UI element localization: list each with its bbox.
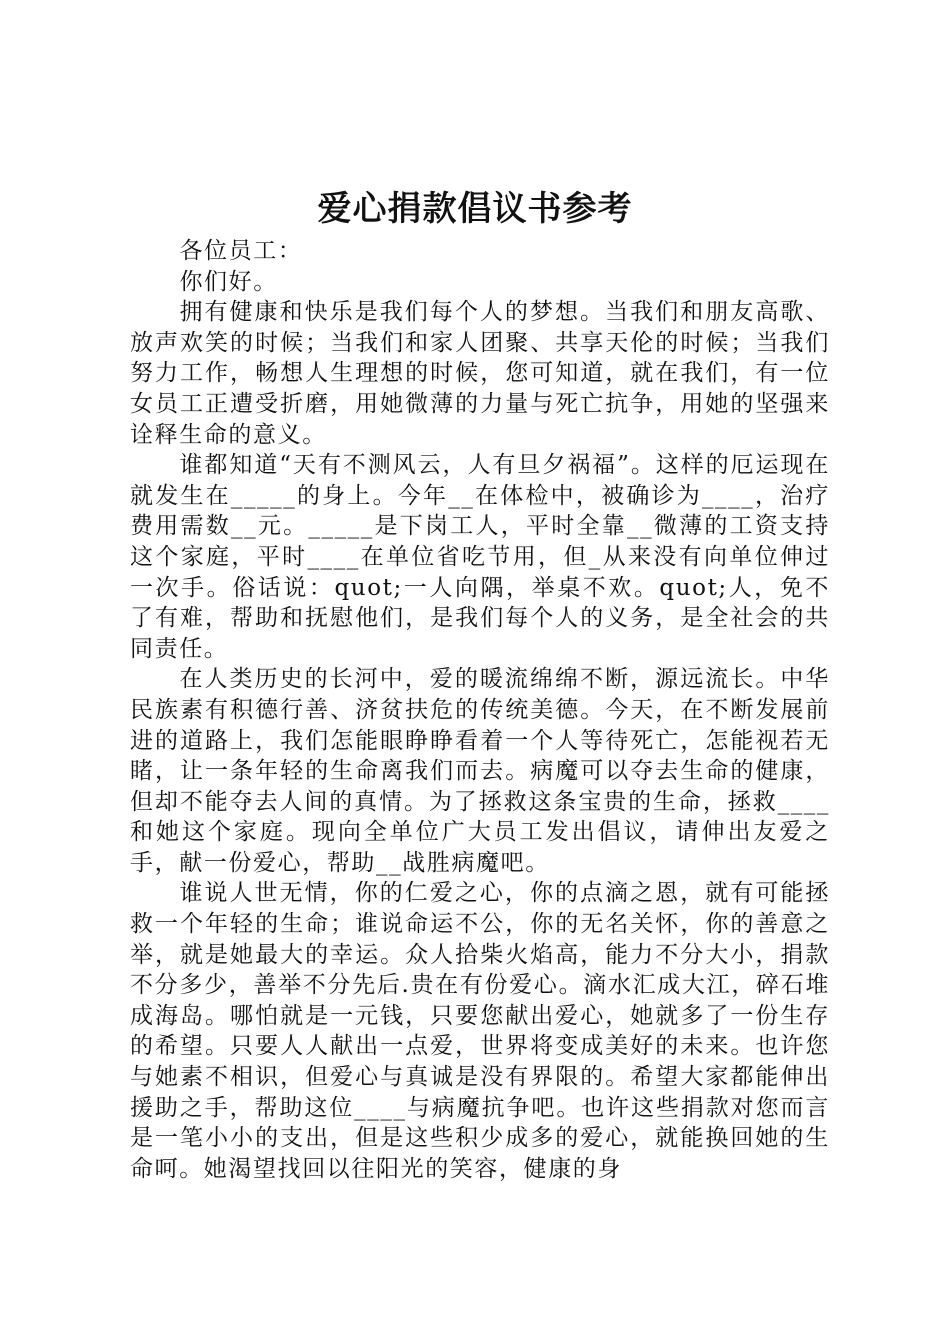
body-paragraph: 谁都知道“天有不测风云，人有旦夕祸福”。这样的厄运现在就发生在_____的身上。今年__在体检中，被确诊为____，治疗费用需数__元。_____是下岗工人，平时全靠__微薄的工资支持这个家庭，平时____在单位省吃节用，但_从来没有向单位伸过一次手。俗话说：quot;一人向隅，举桌不欢。quot;人，免不了有难，帮助和抚慰他们，是我们每个人的义务，是全社会的共同责任。 xyxy=(130,452,830,662)
greeting-line: 各位员工： xyxy=(179,238,303,264)
document-title: 爱心捐款倡议书参考 xyxy=(317,189,633,229)
body-paragraph: 拥有健康和快乐是我们每个人的梦想。当我们和朋友高歌、放声欢笑的时候；当我们和家人团聚、共享天伦的时候；当我们努力工作，畅想人生理想的时候，您可知道，就在我们，有一位女员工正遭受折磨，用她微薄的力量与死亡抗争，用她的坚强来诠释生命的意义。 xyxy=(130,299,830,448)
document-body xyxy=(130,236,830,1184)
body-paragraph: 谁说人世无情，你的仁爱之心，你的点滴之恩，就有可能拯救一个年轻的生命；谁说命运不公，你的无名关怀，你的善意之举，就是她最大的幸运。众人拾柴火焰高，能力不分大小，捐款不分多少，善举不分先后.贵在有份爱心。滴水汇成大江，碎石堆成海岛。哪怕就是一元钱，只要您献出爱心，她就多了一份生存的希望。只要人人献出一点爱，世界将变成美好的未来。也许您与她素不相识，但爱心与真诚是没有界限的。希望大家都能伸出援助之手，帮助这位____与病魔抗争吧。也许这些捐款对您而言是一笔小小的支出，但是这些积少成多的爱心，就能换回她的生命呵。她渴望找回以往阳光的笑容，健康的身 xyxy=(130,880,830,1182)
salutation-line: 你们好。 xyxy=(179,268,278,295)
body-paragraph: 在人类历史的长河中，爱的暖流绵绵不断，源远流长。中华民族素有积德行善、济贫扶危的传统美德。今天，在不断发展前进的道路上，我们怎能眼睁睁看着一个人等待死亡，怎能视若无睹，让一条年轻的生命离我们而去。病魔可以夺去生命的健康，但却不能夺去人间的真情。为了拯救这条宝贵的生命，拯救____和她这个家庭。现向全单位广大员工发出倡议，请伸出友爱之手，献一份爱心，帮助__战胜病魔吧。 xyxy=(130,666,830,876)
